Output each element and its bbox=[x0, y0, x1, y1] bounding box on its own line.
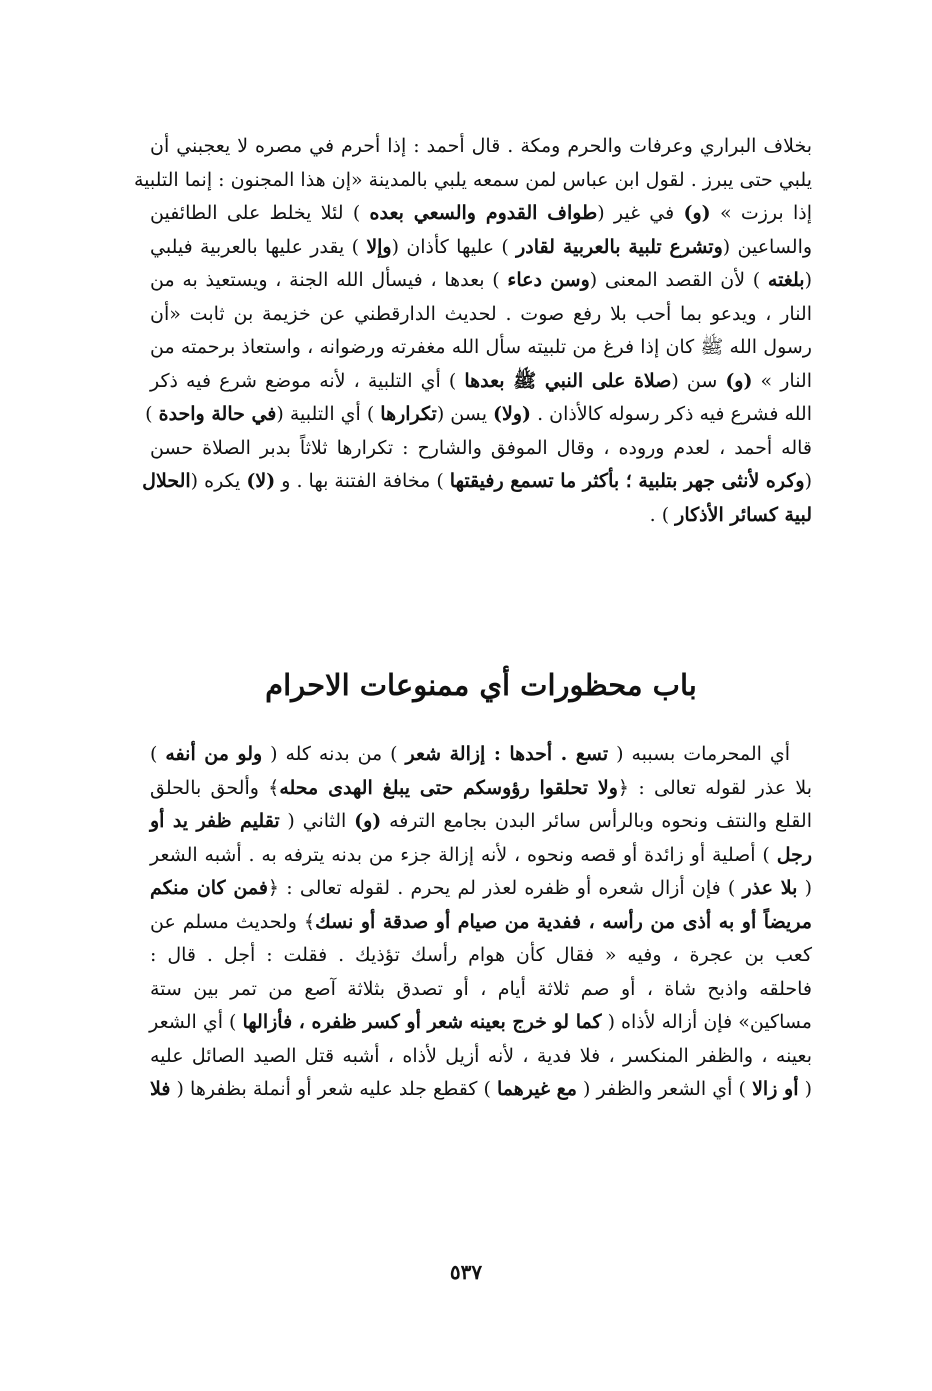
bold-matn-text: تسع . أحدها : إزالة شعر bbox=[405, 743, 609, 765]
sharh-text: القلع والنتف ونحوه وبالرأس سائر البدن بجامع الترفه bbox=[381, 810, 812, 832]
text-line bbox=[150, 197, 812, 231]
sharh-text: ) فإن أزال شعره أو ظفره لعذر لم يحرم . لقوله تعالى : ﴿ bbox=[267, 877, 743, 899]
bold-matn-text: بلغته bbox=[767, 269, 805, 291]
text-line bbox=[150, 839, 812, 873]
text-line bbox=[150, 365, 812, 399]
bold-matn-text: وكره لأنثى جهر بتلبية ؛ بأكثر ما تسمع رفيقتها bbox=[449, 470, 805, 492]
paragraph-mahzurat bbox=[150, 738, 812, 1107]
paragraph-talbiya bbox=[133, 130, 813, 532]
text-line bbox=[150, 772, 812, 806]
text-line bbox=[150, 738, 812, 772]
sharh-text: ) يقدر عليها بالعربية فيلبي bbox=[150, 235, 367, 258]
sharh-text: مساكين» فإن أزاله لأذاه ( bbox=[601, 1011, 812, 1033]
sharh-text: بلا عذر لقوله تعالى : ﴿ bbox=[617, 776, 812, 799]
bold-matn-text: أو زالا bbox=[752, 1078, 799, 1100]
bold-matn-text: الحلال bbox=[142, 470, 191, 492]
text-line bbox=[150, 1073, 812, 1107]
sharh-text: ( bbox=[804, 269, 812, 291]
text-line bbox=[150, 298, 812, 332]
sharh-text: يسن ( bbox=[436, 403, 494, 425]
bold-matn-text: تقليم ظفر يد أو bbox=[150, 810, 280, 832]
sharh-text: بعينه ، والظفر المنكسر ، فلا فدية ، لأنه أزيل لأذاه ، أشبه قتل الصيد الصائل عليه bbox=[150, 1044, 812, 1067]
text-line bbox=[133, 164, 812, 198]
bold-matn-text: مريضاً أو به أذى من رأسه ، ففدية من صيام أو صدقة أو نسك bbox=[315, 910, 812, 933]
sharh-text: فاحلقه واذبح شاة ، أو صم ثلاثة أيام ، أو تصدق بثلاثة آصع من تمر بين ستة bbox=[150, 977, 812, 1000]
text-line bbox=[142, 465, 812, 499]
sharh-text: ) bbox=[145, 403, 159, 425]
sharh-text: النار » bbox=[752, 369, 812, 392]
bold-matn-text: رجل bbox=[776, 843, 812, 866]
text-line bbox=[145, 398, 812, 432]
text-line bbox=[150, 1006, 812, 1040]
bold-matn-text: في حالة واحدة bbox=[158, 403, 277, 425]
bold-matn-text: وتشرع تلبية بالعربية لقادر bbox=[516, 235, 723, 258]
bold-matn-text: (و) bbox=[725, 369, 753, 392]
bold-matn-text: فلا bbox=[150, 1078, 171, 1100]
sharh-text: والساعين ( bbox=[722, 235, 813, 258]
sharh-text: إذا برزت » bbox=[710, 202, 812, 224]
sharh-text: ) بعدها ، فيسأل الله الجنة ، ويستعيذ به من bbox=[150, 269, 508, 291]
bold-matn-text: (لا) bbox=[246, 470, 276, 492]
bold-matn-text: تكرارها bbox=[380, 403, 437, 425]
bold-matn-text: (و) bbox=[354, 810, 382, 832]
sharh-text: ) أي التلبية ، لأنه موضع شرع فيه ذكر bbox=[150, 369, 465, 392]
bold-matn-text: ولو من أنفه bbox=[165, 743, 263, 765]
bold-matn-text: ولا تحلقوا رؤوسكم حتى يبلغ الهدى محله bbox=[279, 776, 618, 799]
sharh-text: الله فشرع فيه ذكر رسوله كالأذان . bbox=[531, 403, 812, 425]
sharh-text: قاله أحمد ، لعدم وروده ، وقال الموفق والشارح : تكرارها ثلاثاً بدبر الصلاة حسن bbox=[150, 436, 812, 459]
sharh-text: ﴾ ولحديث مسلم عن bbox=[150, 910, 316, 933]
sharh-text: ) من بدنه كله ( bbox=[262, 743, 406, 765]
sharh-text: سن ( bbox=[671, 369, 726, 392]
text-line bbox=[150, 331, 812, 365]
sharh-text: يكره ( bbox=[190, 470, 247, 492]
bold-matn-text: كما لو خرج بعينه شعر أو كسر ظفره ، فأزالها bbox=[242, 1011, 602, 1033]
sharh-text: ) كقطع جلد عليه شعر أو أنملة بظفرها ( bbox=[170, 1078, 497, 1100]
sharh-text: ) لأن القصد المعنى ( bbox=[589, 269, 768, 291]
bold-matn-text: وسن دعاء bbox=[507, 269, 590, 291]
sharh-text: ( bbox=[798, 1078, 813, 1100]
chapter-heading: باب محظورات أي ممنوعات الاحرام bbox=[265, 668, 697, 702]
sharh-text: ) أي الشعر والظفر ( bbox=[576, 1078, 753, 1100]
bold-matn-text: صلاة على النبي ﷺ بعدها bbox=[464, 369, 672, 392]
sharh-text: ( bbox=[804, 470, 812, 492]
sharh-text: ) . bbox=[649, 503, 676, 526]
sharh-text: ) أصلية أو زائدة أو قصه ونحوه ، لأنه إزالة جزء من بدنه يترفه به . أشبه الشعر bbox=[150, 843, 777, 866]
sharh-text: ﴾ وألحق بالحلق bbox=[150, 776, 280, 799]
bold-matn-text: (و) bbox=[683, 202, 711, 224]
sharh-text: ( bbox=[797, 877, 812, 899]
sharh-text: النار ، ويدعو بما أحب بلا رفع صوت . لحديث الدارقطني عن خزيمة بن ثابت «أن bbox=[150, 302, 812, 325]
sharh-text: ) أي التلبية ( bbox=[276, 403, 381, 425]
bold-matn-text: طواف القدوم والسعي بعده bbox=[369, 202, 598, 224]
text-line bbox=[150, 130, 812, 164]
sharh-text: بخلاف البراري وعرفات والحرم ومكة . قال أحمد : إذا أحرم في مصره لا يعجبني أن bbox=[150, 135, 812, 157]
sharh-text: ) bbox=[150, 743, 166, 765]
bold-matn-text: بلا عذر bbox=[742, 877, 798, 899]
sharh-text: كعب بن عجرة ، وفيه « فقال كأن هوام رأسك تؤذيك . فقلت : أجل . قال : bbox=[150, 944, 812, 966]
text-line bbox=[150, 231, 812, 265]
page-number: ٥٣٧ bbox=[449, 1260, 483, 1284]
bold-matn-text: وإلا bbox=[366, 235, 392, 258]
text-line bbox=[150, 264, 812, 298]
bold-matn-text: لبية كسائر الأذكار bbox=[675, 503, 812, 526]
text-line bbox=[150, 1040, 812, 1074]
text-line bbox=[150, 973, 812, 1007]
bold-matn-text: فمن كان منكم bbox=[150, 877, 268, 899]
text-line bbox=[150, 499, 812, 533]
sharh-text: الثاني ( bbox=[279, 810, 355, 832]
sharh-text: يلبي حتى يبرز . لقول ابن عباس لمن سمعه يلبي بالمدينة «إن هذا المجنون : إنما التلبية bbox=[133, 168, 812, 191]
sharh-text: ) أي الشعر bbox=[149, 1011, 243, 1033]
sharh-text: في غير ( bbox=[597, 202, 684, 224]
sharh-text: أي المحرمات بسببه ( bbox=[608, 743, 791, 765]
text-line bbox=[150, 939, 812, 973]
bold-matn-text: مع غيرهما bbox=[496, 1078, 577, 1100]
text-line bbox=[150, 906, 812, 940]
sharh-text: ) مخافة الفتنة بها . و bbox=[275, 470, 450, 492]
sharh-text: ) لئلا يخلط على الطائفين bbox=[150, 202, 370, 224]
text-line bbox=[150, 872, 812, 906]
sharh-text: ) عليها كأذان ( bbox=[391, 235, 517, 258]
text-line bbox=[150, 805, 812, 839]
text-line bbox=[150, 432, 812, 466]
sharh-text: رسول الله ﷺ كان إذا فرغ من تلبيته سأل الله مغفرته ورضوانه ، واستعاذ برحمته من bbox=[150, 336, 812, 358]
bold-matn-text: (ولا) bbox=[493, 403, 532, 425]
